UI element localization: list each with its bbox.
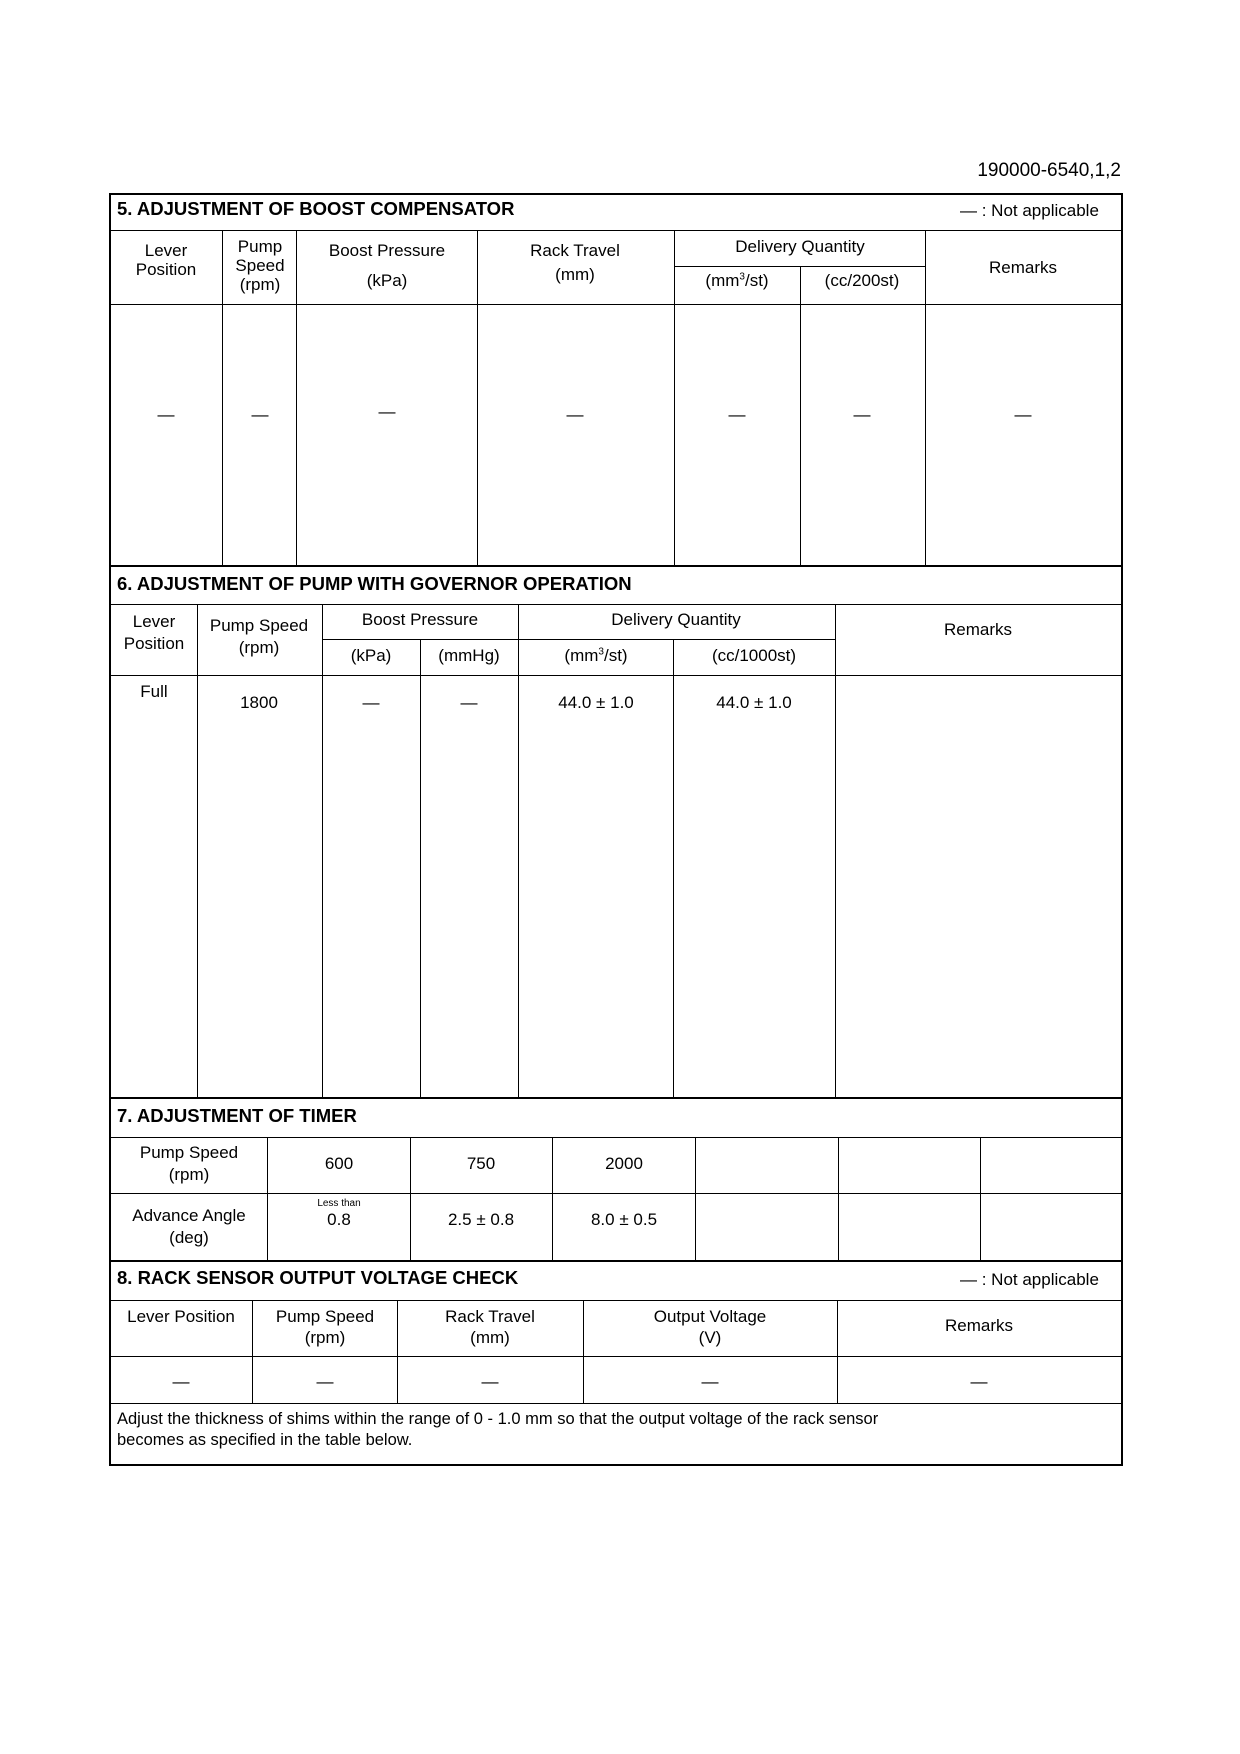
s8-header-pump-unit: (rpm) <box>304 1328 346 1347</box>
s5-cell-boost: — <box>378 402 396 421</box>
s5-header-rack-unit: (mm) <box>555 265 595 284</box>
s6-header-remarks: Remarks <box>943 620 1013 639</box>
section6-col-line <box>197 605 198 1097</box>
section8-header-divider <box>110 1356 1122 1357</box>
s5-header-pump-line1: Pump <box>237 237 283 256</box>
s5-cell-pump: — <box>251 405 269 424</box>
section5-title: 5. ADJUSTMENT OF BOOST COMPENSATOR <box>117 198 515 219</box>
s6-header-boost-mmhg: (mmHg) <box>438 646 500 665</box>
s5-header-boost: Boost Pressure <box>328 241 446 260</box>
section6-top-border <box>110 565 1122 567</box>
section8-not-applicable-note: — : Not applicable <box>960 1270 1099 1289</box>
s8-header-remarks: Remarks <box>944 1316 1014 1335</box>
section8-col-line <box>837 1301 838 1403</box>
s7-label-pump-line2: (rpm) <box>168 1165 210 1184</box>
section8-title-divider <box>110 1300 1122 1301</box>
s8-cell-pump: — <box>316 1372 334 1391</box>
s5-cell-remarks: — <box>1014 405 1032 424</box>
s6-cell-mmhg: — <box>460 693 478 712</box>
s5-cell-cc: — <box>853 405 871 424</box>
s7-less-than-note: Less than <box>317 1198 361 1209</box>
section7-col-line <box>410 1138 411 1260</box>
s5-header-lever-line1: Lever <box>144 241 188 260</box>
s6-header-pump: Pump Speed <box>209 616 309 635</box>
s7-speed-2000: 2000 <box>605 1154 643 1173</box>
s8-header-voltage: Output Voltage <box>653 1307 767 1326</box>
section7-col-line <box>552 1138 553 1260</box>
section6-col-line <box>835 605 836 1097</box>
s7-angle-600: 0.8 <box>327 1210 351 1229</box>
s7-label-pump-line1: Pump Speed <box>139 1143 239 1162</box>
section7-col-line <box>980 1138 981 1260</box>
section6-title-divider <box>110 604 1122 605</box>
s5-header-lever-line2: Position <box>135 260 197 279</box>
section5-col-line <box>800 267 801 565</box>
section7-col-line <box>838 1138 839 1260</box>
section8-col-line <box>397 1301 398 1403</box>
section7-row-divider <box>110 1193 1122 1194</box>
section6-col-line <box>420 640 421 1097</box>
section7-top-border <box>110 1097 1122 1099</box>
s7-speed-600: 600 <box>324 1154 354 1173</box>
s5-header-delivery-mm3: $(mm^3/st)$ <box>705 271 769 290</box>
s6-header-delivery: Delivery Quantity <box>611 610 741 629</box>
s8-cell-lever: — <box>172 1372 190 1391</box>
s6-cell-pump: 1800 <box>240 693 278 712</box>
s7-angle-2000: 8.0 ± 0.5 <box>590 1210 658 1229</box>
s6-cell-mm3: 44.0 ± 1.0 <box>558 693 634 712</box>
s8-header-lever: Lever Position <box>127 1307 235 1326</box>
s5-cell-rack: — <box>566 405 584 424</box>
s6-cell-lever: Full <box>140 682 168 701</box>
s6-header-lever-line1: Lever <box>132 612 176 631</box>
section5-col-line <box>296 231 297 565</box>
section6-col-line <box>518 605 519 1097</box>
s5-cell-lever: — <box>157 405 175 424</box>
s6-header-boost-kpa: (kPa) <box>350 646 392 665</box>
section8-col-line <box>252 1301 253 1403</box>
s7-speed-750: 750 <box>466 1154 496 1173</box>
section5-col-line <box>674 231 675 565</box>
s8-note-line2: becomes as specified in the table below. <box>117 1431 413 1449</box>
section5-col-line <box>477 231 478 565</box>
s8-cell-remarks: — <box>970 1372 988 1391</box>
section6-subheader-divider <box>322 639 835 640</box>
section5-col-line <box>222 231 223 565</box>
s5-header-delivery-cc: (cc/200st) <box>824 271 900 290</box>
s5-header-delivery: Delivery Quantity <box>735 237 865 256</box>
s5-cell-mm3: — <box>728 405 746 424</box>
section5-header-divider <box>110 304 1122 305</box>
s6-header-delivery-mm3: $(mm^3/st)$ <box>564 646 628 665</box>
s8-cell-rack: — <box>481 1372 499 1391</box>
section6-col-line <box>673 640 674 1097</box>
section6-header-divider <box>110 675 1122 676</box>
s5-header-rack: Rack Travel <box>530 241 620 260</box>
section6-title: 6. ADJUSTMENT OF PUMP WITH GOVERNOR OPERATION <box>117 573 632 594</box>
s7-angle-750: 2.5 ± 0.8 <box>447 1210 515 1229</box>
s5-header-pump-line3: (rpm) <box>239 275 281 294</box>
section7-col-line <box>695 1138 696 1260</box>
section7-title: 7. ADJUSTMENT OF TIMER <box>117 1105 357 1126</box>
section5-col-line <box>925 231 926 565</box>
section8-col-line <box>583 1301 584 1403</box>
section5-title-divider <box>110 230 1122 231</box>
s7-label-advance-line2: (deg) <box>169 1228 209 1247</box>
document-id: 190000-6540,1,2 <box>977 160 1121 181</box>
section8-row-divider <box>110 1403 1122 1404</box>
section8-title: 8. RACK SENSOR OUTPUT VOLTAGE CHECK <box>117 1267 519 1288</box>
s6-header-pump-unit: (rpm) <box>238 638 280 657</box>
s6-cell-cc: 44.0 ± 1.0 <box>716 693 792 712</box>
s5-header-remarks: Remarks <box>988 258 1058 277</box>
s6-cell-kpa: — <box>362 693 380 712</box>
s8-header-rack-unit: (mm) <box>470 1328 510 1347</box>
s8-note-line1: Adjust the thickness of shims within the range of 0 - 1.0 mm so that the output voltage of the rack sensor <box>117 1410 879 1428</box>
s5-header-pump-line2: Speed <box>235 256 285 275</box>
s8-header-rack: Rack Travel <box>445 1307 535 1326</box>
section8-top-border <box>110 1260 1122 1262</box>
s6-header-delivery-cc: (cc/1000st) <box>711 646 797 665</box>
section7-col-line <box>267 1138 268 1260</box>
s8-header-voltage-unit: (V) <box>698 1328 722 1347</box>
s6-header-boost: Boost Pressure <box>361 610 479 629</box>
s8-cell-voltage: — <box>701 1372 719 1391</box>
s8-header-pump: Pump Speed <box>275 1307 375 1326</box>
s7-label-advance-line1: Advance Angle <box>132 1206 246 1225</box>
section5-not-applicable-note: — : Not applicable <box>960 201 1099 220</box>
section7-title-divider <box>110 1137 1122 1138</box>
section6-col-line <box>322 605 323 1097</box>
s5-header-boost-unit: (kPa) <box>366 271 408 290</box>
s6-header-lever-line2: Position <box>123 634 185 653</box>
